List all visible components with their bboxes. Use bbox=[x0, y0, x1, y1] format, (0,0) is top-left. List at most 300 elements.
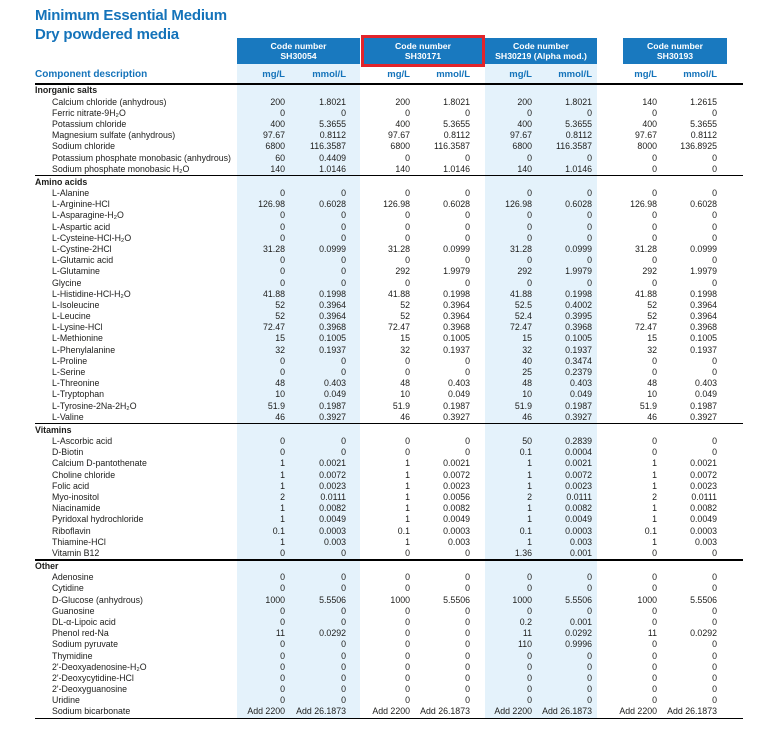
value-cell: 0 bbox=[527, 210, 532, 221]
value-cell: 0 bbox=[341, 672, 346, 683]
table-row bbox=[35, 378, 743, 389]
value-cell: 0.4002 bbox=[565, 299, 592, 310]
value-cell: 0 bbox=[712, 188, 717, 198]
value-cell: 0 bbox=[341, 188, 346, 198]
value-cell: 126.98 bbox=[258, 199, 285, 210]
value-cell: 0 bbox=[465, 547, 470, 558]
value-cell: 0 bbox=[465, 672, 470, 683]
value-cell: 0 bbox=[280, 547, 285, 558]
table-row bbox=[35, 412, 743, 423]
page-title-line1: Minimum Essential Medium bbox=[35, 7, 227, 24]
value-cell: 0 bbox=[652, 572, 657, 583]
component-name: Potassium phosphate monobasic (anhydrous) bbox=[52, 152, 231, 163]
component-name: Thiamine-HCl bbox=[52, 536, 106, 547]
table-row bbox=[35, 199, 743, 210]
value-cell: 32 bbox=[522, 344, 532, 355]
value-cell: 0 bbox=[465, 232, 470, 243]
value-cell: 0 bbox=[712, 255, 717, 266]
value-cell: 0 bbox=[405, 367, 410, 377]
value-cell: 5.5506 bbox=[565, 594, 592, 605]
value-cell: 0.1987 bbox=[565, 400, 592, 411]
value-cell: 15 bbox=[400, 333, 410, 344]
component-name: L-Proline bbox=[52, 355, 88, 366]
value-cell: 0 bbox=[652, 684, 657, 695]
value-cell: 97.67 bbox=[509, 130, 532, 141]
value-cell: 0.1937 bbox=[690, 344, 717, 355]
value-cell: 0 bbox=[587, 152, 592, 163]
value-cell: 0.0003 bbox=[565, 525, 592, 536]
value-cell: 0 bbox=[652, 436, 657, 447]
value-cell: 0 bbox=[527, 684, 532, 695]
value-cell: 0 bbox=[712, 163, 717, 174]
value-cell: 0 bbox=[280, 639, 285, 650]
value-cell: 0.0021 bbox=[565, 458, 592, 469]
value-cell: 6800 bbox=[512, 141, 532, 152]
value-cell: 0.3968 bbox=[319, 322, 346, 333]
value-cell: 1.9979 bbox=[690, 266, 717, 277]
value-cell: 0 bbox=[341, 210, 346, 221]
section-name: Vitamins bbox=[35, 424, 72, 435]
value-cell: 2 bbox=[280, 491, 285, 502]
component-name: L-Serine bbox=[52, 367, 86, 377]
value-cell: 5.3655 bbox=[565, 118, 592, 129]
value-cell: 0 bbox=[465, 277, 470, 288]
table-row bbox=[35, 639, 743, 650]
value-cell: 51.9 bbox=[267, 400, 285, 411]
value-cell: 52 bbox=[275, 299, 285, 310]
value-cell: 0 bbox=[280, 572, 285, 583]
value-cell: Add 2200 bbox=[247, 706, 285, 717]
component-name: L-Threonine bbox=[52, 378, 100, 389]
value-cell: 0.3927 bbox=[443, 411, 470, 422]
value-cell: 0 bbox=[652, 447, 657, 458]
value-cell: 140 bbox=[395, 163, 410, 174]
value-cell: 1 bbox=[280, 469, 285, 480]
value-cell: 40 bbox=[522, 355, 532, 366]
value-cell: 0 bbox=[341, 547, 346, 558]
value-cell: 0 bbox=[405, 628, 410, 639]
table-row bbox=[35, 130, 743, 141]
value-cell: Add 26.1873 bbox=[296, 706, 346, 717]
value-cell: 0 bbox=[587, 695, 592, 706]
value-cell: 0 bbox=[405, 661, 410, 672]
value-cell: 0.0049 bbox=[565, 514, 592, 525]
value-cell: 0 bbox=[465, 188, 470, 198]
value-cell: 0 bbox=[527, 661, 532, 672]
section-name: Inorganic salts bbox=[35, 85, 98, 96]
value-cell: 0 bbox=[652, 152, 657, 163]
table-row bbox=[35, 481, 743, 492]
value-cell: 10 bbox=[400, 389, 410, 400]
value-cell: 0 bbox=[465, 152, 470, 163]
component-description-header: Component description bbox=[35, 69, 148, 80]
component-name: D-Biotin bbox=[52, 447, 84, 458]
table-row bbox=[35, 356, 743, 367]
component-name: Thymidine bbox=[52, 650, 93, 661]
value-cell: 1 bbox=[280, 503, 285, 514]
code-number-value: SH30171 bbox=[404, 51, 442, 61]
value-cell: 0 bbox=[341, 650, 346, 661]
value-cell: 0 bbox=[712, 547, 717, 558]
value-cell: 0.3995 bbox=[565, 311, 592, 322]
value-cell: 0.0082 bbox=[443, 503, 470, 514]
component-name: L-Aspartic acid bbox=[52, 221, 111, 232]
value-cell: 0 bbox=[587, 210, 592, 221]
value-cell: 0.0021 bbox=[690, 458, 717, 469]
value-cell: 0 bbox=[712, 107, 717, 118]
value-cell: 52 bbox=[647, 299, 657, 310]
table-row bbox=[35, 684, 743, 695]
table-row bbox=[35, 572, 743, 583]
value-cell: 0 bbox=[280, 266, 285, 277]
value-cell: 136.8925 bbox=[680, 141, 717, 152]
table-row bbox=[35, 164, 743, 175]
value-cell: 1 bbox=[405, 458, 410, 469]
table-row bbox=[35, 606, 743, 617]
value-cell: 0 bbox=[465, 436, 470, 447]
value-cell: 0 bbox=[465, 447, 470, 458]
value-cell: 0.3964 bbox=[690, 311, 717, 322]
table-row bbox=[35, 222, 743, 233]
value-cell: 1 bbox=[405, 503, 410, 514]
value-cell: 116.3587 bbox=[309, 141, 346, 152]
unit-mg: mg/L bbox=[509, 69, 532, 80]
column-header-row bbox=[35, 38, 743, 64]
value-cell: 31.28 bbox=[509, 243, 532, 254]
unit-mg: mg/L bbox=[634, 69, 657, 80]
value-cell: 0 bbox=[280, 277, 285, 288]
value-cell: 0.0292 bbox=[319, 628, 346, 639]
value-cell: 200 bbox=[517, 96, 532, 107]
code-number-label: Code number bbox=[647, 40, 703, 51]
value-cell: 0 bbox=[712, 210, 717, 221]
component-name: Magnesium sulfate (anhydrous) bbox=[52, 130, 176, 141]
value-cell: 0 bbox=[341, 605, 346, 616]
value-cell: 0.0023 bbox=[319, 480, 346, 491]
value-cell: 0 bbox=[280, 355, 285, 366]
value-cell: 1.0146 bbox=[319, 163, 346, 174]
value-cell: 0.3968 bbox=[565, 322, 592, 333]
component-name: Uridine bbox=[52, 695, 80, 706]
value-cell: 0.1 bbox=[397, 525, 410, 536]
value-cell: 0.0056 bbox=[443, 491, 470, 502]
component-name: Calcium chloride (anhydrous) bbox=[52, 96, 167, 107]
value-cell: 0 bbox=[527, 232, 532, 243]
value-cell: 0 bbox=[465, 639, 470, 650]
value-cell: 0 bbox=[527, 650, 532, 661]
value-cell: 52.5 bbox=[514, 299, 532, 310]
column-header-sh30219 bbox=[485, 38, 597, 64]
value-cell: 0.0082 bbox=[565, 503, 592, 514]
value-cell: 0.0292 bbox=[565, 628, 592, 639]
value-cell: 0 bbox=[587, 255, 592, 266]
value-cell: 0 bbox=[405, 277, 410, 288]
table-row bbox=[35, 595, 743, 606]
value-cell: 1 bbox=[280, 514, 285, 525]
value-cell: 0 bbox=[587, 188, 592, 198]
value-cell: 0.3968 bbox=[443, 322, 470, 333]
value-cell: 5.3655 bbox=[690, 118, 717, 129]
component-name: Guanosine bbox=[52, 605, 95, 616]
value-cell: 292 bbox=[642, 266, 657, 277]
value-cell: 0 bbox=[527, 605, 532, 616]
value-cell: 0 bbox=[280, 255, 285, 266]
value-cell: 97.67 bbox=[634, 130, 657, 141]
value-cell: 1 bbox=[527, 469, 532, 480]
value-cell: 0.0082 bbox=[690, 503, 717, 514]
code-number-label: Code number bbox=[395, 40, 451, 51]
value-cell: 0.0292 bbox=[690, 628, 717, 639]
value-cell: Add 2200 bbox=[494, 706, 532, 717]
value-cell: 0 bbox=[280, 436, 285, 447]
value-cell: 0 bbox=[587, 672, 592, 683]
value-cell: 0 bbox=[280, 672, 285, 683]
table-row bbox=[35, 97, 743, 108]
table-row bbox=[35, 289, 743, 300]
value-cell: Add 2200 bbox=[619, 706, 657, 717]
unit-mmol: mmol/L bbox=[683, 69, 717, 80]
value-cell: 0 bbox=[652, 672, 657, 683]
table-row bbox=[35, 210, 743, 221]
unit-mmol: mmol/L bbox=[436, 69, 470, 80]
value-cell: 0.1998 bbox=[443, 288, 470, 299]
component-name: L-Cysteine-HCl-H₂O bbox=[52, 232, 132, 243]
value-cell: 31.28 bbox=[262, 243, 285, 254]
value-cell: 11 bbox=[275, 628, 285, 639]
value-cell: 0 bbox=[712, 684, 717, 695]
value-cell: 0 bbox=[280, 605, 285, 616]
value-cell: 0 bbox=[527, 583, 532, 594]
value-cell: Add 26.1873 bbox=[420, 706, 470, 717]
value-cell: 0 bbox=[652, 616, 657, 627]
value-cell: 52 bbox=[647, 311, 657, 322]
value-cell: 48 bbox=[647, 378, 657, 389]
value-cell: 0 bbox=[465, 650, 470, 661]
value-cell: 5.5506 bbox=[690, 594, 717, 605]
value-cell: 0 bbox=[652, 367, 657, 377]
value-cell: 46 bbox=[647, 411, 657, 422]
value-cell: 51.9 bbox=[639, 400, 657, 411]
value-cell: 0.8112 bbox=[319, 130, 346, 141]
value-cell: 52 bbox=[400, 299, 410, 310]
component-name: L-Tryptophan bbox=[52, 389, 104, 400]
media-composition-table bbox=[35, 38, 743, 719]
value-cell: 0.3927 bbox=[319, 411, 346, 422]
value-cell: 126.98 bbox=[383, 199, 410, 210]
value-cell: 0 bbox=[405, 639, 410, 650]
value-cell: 0.2839 bbox=[565, 436, 592, 447]
value-cell: 116.3587 bbox=[555, 141, 592, 152]
value-cell: 15 bbox=[275, 333, 285, 344]
table-row bbox=[35, 662, 743, 673]
table-row bbox=[35, 389, 743, 400]
value-cell: 0.2379 bbox=[565, 367, 592, 377]
value-cell: 0 bbox=[405, 436, 410, 447]
value-cell: 0 bbox=[652, 650, 657, 661]
component-name: 2'-Deoxycytidine-HCl bbox=[52, 672, 134, 683]
value-cell: 10 bbox=[522, 389, 532, 400]
table-row bbox=[35, 233, 743, 244]
page-title-line2: Dry powdered media bbox=[35, 26, 179, 43]
value-cell: 1.8021 bbox=[443, 96, 470, 107]
value-cell: 46 bbox=[400, 411, 410, 422]
value-cell: 0 bbox=[341, 107, 346, 118]
component-name: Potassium chloride bbox=[52, 118, 127, 129]
value-cell: 0.0072 bbox=[319, 469, 346, 480]
value-cell: 1 bbox=[405, 480, 410, 491]
value-cell: 0.1 bbox=[519, 447, 532, 458]
component-name: Vitamin B12 bbox=[52, 547, 100, 558]
component-name: L-Tyrosine-2Na-2H₂O bbox=[52, 400, 137, 411]
value-cell: 0 bbox=[712, 355, 717, 366]
value-cell: 32 bbox=[647, 344, 657, 355]
table-row bbox=[35, 537, 743, 548]
value-cell: 292 bbox=[517, 266, 532, 277]
column-header-sh30171 bbox=[364, 38, 482, 64]
value-cell: 0 bbox=[527, 221, 532, 232]
value-cell: 0 bbox=[280, 210, 285, 221]
value-cell: 0.1 bbox=[644, 525, 657, 536]
value-cell: 0.1005 bbox=[565, 333, 592, 344]
value-cell: 1000 bbox=[390, 594, 410, 605]
component-name: L-Histidine-HCl-H₂O bbox=[52, 288, 131, 299]
value-cell: 0 bbox=[587, 605, 592, 616]
code-number-label: Code number bbox=[270, 40, 327, 51]
table-row bbox=[35, 108, 743, 119]
value-cell: 0 bbox=[527, 152, 532, 163]
value-cell: 0 bbox=[527, 107, 532, 118]
value-cell: 0 bbox=[341, 572, 346, 583]
table-row bbox=[35, 119, 743, 130]
code-number-value: SH30193 bbox=[656, 51, 694, 61]
value-cell: 0 bbox=[341, 616, 346, 627]
value-cell: 0.403 bbox=[569, 378, 592, 389]
value-cell: 1 bbox=[280, 480, 285, 491]
value-cell: 0 bbox=[587, 221, 592, 232]
value-cell: 0.0072 bbox=[690, 469, 717, 480]
value-cell: 0 bbox=[652, 277, 657, 288]
component-name: L-Ascorbic acid bbox=[52, 436, 113, 447]
component-name: Sodium pyruvate bbox=[52, 639, 119, 650]
value-cell: 0 bbox=[465, 684, 470, 695]
value-cell: 0 bbox=[341, 266, 346, 277]
value-cell: 0 bbox=[341, 695, 346, 706]
value-cell: 1000 bbox=[637, 594, 657, 605]
value-cell: 0.003 bbox=[447, 536, 470, 547]
value-cell: 0 bbox=[405, 255, 410, 266]
value-cell: 400 bbox=[395, 118, 410, 129]
value-cell: 0.0999 bbox=[319, 243, 346, 254]
value-cell: 6800 bbox=[390, 141, 410, 152]
value-cell: 0.3927 bbox=[565, 411, 592, 422]
column-header-sh30054 bbox=[237, 38, 360, 64]
value-cell: 0.0082 bbox=[319, 503, 346, 514]
value-cell: 0 bbox=[405, 107, 410, 118]
value-cell: 1 bbox=[527, 503, 532, 514]
value-cell: 11 bbox=[647, 628, 657, 639]
table-row bbox=[35, 458, 743, 469]
value-cell: 0 bbox=[341, 583, 346, 594]
value-cell: 140 bbox=[270, 163, 285, 174]
value-cell: 41.88 bbox=[509, 288, 532, 299]
value-cell: 5.5506 bbox=[319, 594, 346, 605]
section-name: Other bbox=[35, 560, 59, 571]
value-cell: 0.0023 bbox=[443, 480, 470, 491]
value-cell: 0.1005 bbox=[319, 333, 346, 344]
value-cell: 0.6028 bbox=[443, 199, 470, 210]
value-cell: 0 bbox=[465, 255, 470, 266]
value-cell: 0 bbox=[341, 367, 346, 377]
value-cell: 0 bbox=[465, 221, 470, 232]
value-cell: 0.403 bbox=[323, 378, 346, 389]
value-cell: 0 bbox=[527, 277, 532, 288]
value-cell: 0.3927 bbox=[690, 411, 717, 422]
table-row bbox=[35, 548, 743, 559]
value-cell: 0.1937 bbox=[319, 344, 346, 355]
value-cell: 0 bbox=[652, 210, 657, 221]
value-cell: 0 bbox=[465, 583, 470, 594]
table-row bbox=[35, 401, 743, 412]
value-cell: 1 bbox=[405, 536, 410, 547]
value-cell: 0 bbox=[405, 232, 410, 243]
value-cell: 0 bbox=[280, 695, 285, 706]
value-cell: 0.6028 bbox=[690, 199, 717, 210]
table-row bbox=[35, 526, 743, 537]
value-cell: 15 bbox=[522, 333, 532, 344]
value-cell: 200 bbox=[395, 96, 410, 107]
value-cell: 1 bbox=[527, 514, 532, 525]
value-cell: 0 bbox=[527, 672, 532, 683]
component-name: Pyridoxal hydrochloride bbox=[52, 514, 144, 525]
value-cell: 200 bbox=[270, 96, 285, 107]
value-cell: 0 bbox=[587, 277, 592, 288]
value-cell: 0 bbox=[652, 188, 657, 198]
table-row bbox=[35, 447, 743, 458]
value-cell: 0.0004 bbox=[565, 447, 592, 458]
value-cell: 0 bbox=[280, 447, 285, 458]
table-row bbox=[35, 583, 743, 594]
value-cell: 0.0999 bbox=[690, 243, 717, 254]
value-cell: 110 bbox=[517, 639, 532, 650]
value-cell: 0 bbox=[280, 684, 285, 695]
value-cell: 1.8021 bbox=[319, 96, 346, 107]
value-cell: 0 bbox=[280, 221, 285, 232]
value-cell: 0.3964 bbox=[319, 299, 346, 310]
component-name: Sodium phosphate monobasic H₂O bbox=[52, 163, 190, 174]
value-cell: 0 bbox=[341, 277, 346, 288]
table-row bbox=[35, 278, 743, 289]
value-cell: 0 bbox=[405, 210, 410, 221]
code-number-value: SH30054 bbox=[280, 51, 317, 61]
value-cell: 0 bbox=[465, 628, 470, 639]
value-cell: 0.3968 bbox=[690, 322, 717, 333]
value-cell: 1 bbox=[652, 480, 657, 491]
value-cell: 0.001 bbox=[569, 547, 592, 558]
value-cell: 41.88 bbox=[634, 288, 657, 299]
value-cell: 0.003 bbox=[323, 536, 346, 547]
value-cell: 0.9996 bbox=[565, 639, 592, 650]
value-cell: 0 bbox=[280, 188, 285, 198]
value-cell: 0.0999 bbox=[443, 243, 470, 254]
value-cell: 0 bbox=[341, 661, 346, 672]
value-cell: 1 bbox=[527, 458, 532, 469]
value-cell: 0.001 bbox=[569, 616, 592, 627]
value-cell: 0 bbox=[712, 221, 717, 232]
component-name: Folic acid bbox=[52, 480, 90, 491]
value-cell: 0.0049 bbox=[443, 514, 470, 525]
value-cell: 31.28 bbox=[387, 243, 410, 254]
value-cell: 0 bbox=[712, 695, 717, 706]
